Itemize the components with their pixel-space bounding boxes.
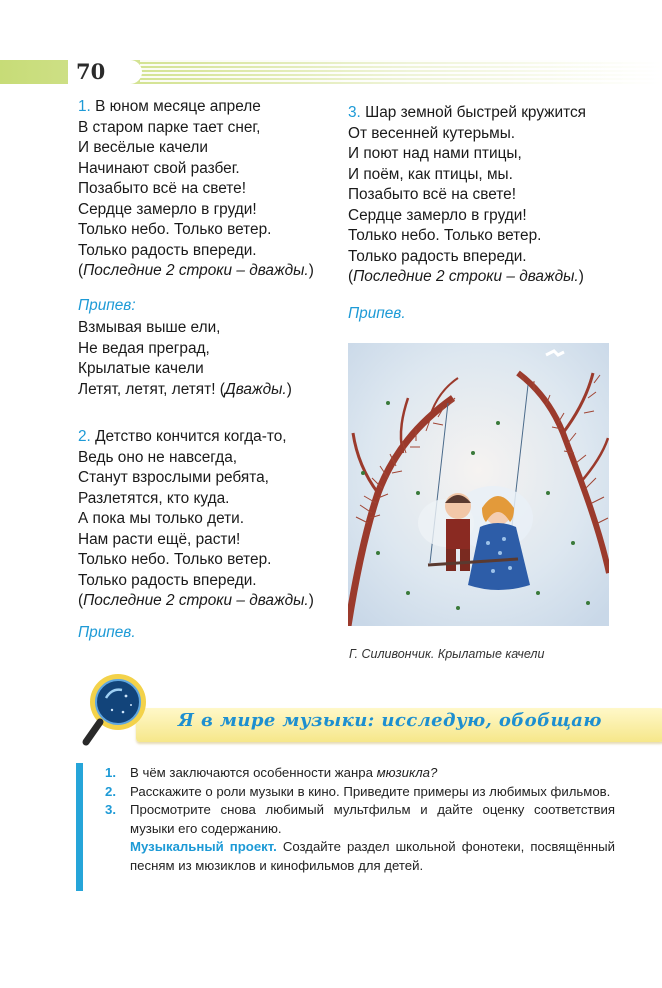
chorus-line: Крылатые качели [78,360,204,377]
painting-illustration [348,343,609,626]
repeat-note: (Последние 2 строки – дважды.) [78,262,314,279]
verse-line: Сердце замерло в груди! [348,206,527,224]
verse-line: И поют над нами птицы, [348,145,522,162]
verse-line: Только небо. Только ветер. [348,227,542,244]
verse-line: Разлетятся, кто куда. [78,489,230,507]
chorus-reference: Припев. [348,305,406,322]
verse-number: 3. [348,104,361,121]
verse-1 [78,97,314,282]
questions-list [105,764,615,876]
question-item: 3. Просмотрите снова любимый мультфильм и дайте оценку соответствия музыки его содержанию. Музыкальный проект. Создайте раздел школьной фонотеки, посвящённый песням из мюзиклов и кинофильмов для детей. [105,801,615,875]
questions-accent-bar [76,763,83,891]
repeat-note: (Последние 2 строки – дважды.) [348,268,584,285]
verse-line: 1. В юном месяце апреле [78,98,261,115]
chorus-line: Взмывая выше ели, [78,319,221,336]
verse-line: 2. Детство кончится когда-то, [78,428,287,445]
verse-line: 3. Шар земной быстрей кружится [348,104,586,121]
verse-line: Ведь оно не навсегда, [78,448,238,466]
chorus-line: Летят, летят, летят! (Дважды.) [78,380,292,398]
question-number: 2. [105,783,116,799]
verse-line: Нам расти ещё, расти! [78,530,241,548]
verse-number: 1. [78,98,91,115]
verse-line: Только небо. Только ветер. [78,551,272,568]
verse-line: Только радость впереди. [78,241,257,259]
chorus-line: Не ведая преград, [78,339,210,357]
question-item: 2. Расскажите о роли музыки в кино. Приведите примеры из любимых фильмов. [105,783,615,802]
verse-line: Только радость впереди. [78,571,257,589]
question-number: 1. [105,765,116,780]
verse-line: Сердце замерло в груди! [78,200,257,218]
question-item: 1. В чём заключаются особенности жанра мюзикла? [105,764,615,783]
verse-2 [78,427,314,612]
project-label: Музыкальный проект. [130,839,277,855]
repeat-note: (Последние 2 строки – дважды.) [78,592,314,609]
verse-line: Станут взрослыми ребята, [78,469,269,486]
verse-line: Начинают свой разбег. [78,159,240,177]
project-task: Музыкальный проект. Создайте раздел школьной фонотеки, посвящённый песням из мюзиклов и кинофильмов для детей. [130,839,615,873]
chorus-heading: Припев: [78,297,136,314]
painting-winged-swings [348,343,609,626]
verse-line: Только радость впереди. [348,247,527,265]
verse-line: И поём, как птицы, мы. [348,165,513,183]
verse-3 [348,103,586,288]
verse-line: Позабыто всё на свете! [348,186,516,203]
page-number: 70 [76,59,106,84]
chorus-reference: Припев. [78,624,136,641]
verse-line: От весенней кутерьмы. [348,124,516,142]
painting-caption: Г. Силивончик. Крылатые качели [349,647,545,661]
question-number: 3. [105,802,116,818]
verse-line: Только небо. Только ветер. [78,221,272,238]
verse-line: Позабыто всё на свете! [78,180,246,197]
header-lines [140,60,662,84]
magnifier-icon [76,670,166,750]
chorus [78,318,292,400]
verse-line: А пока мы только дети. [78,510,245,527]
section-title: Я в мире музыки: исследую, обобщаю [178,710,602,731]
verse-line: И весёлые качели [78,139,208,156]
verse-number: 2. [78,428,91,445]
verse-line: В старом парке тает снег, [78,118,261,136]
